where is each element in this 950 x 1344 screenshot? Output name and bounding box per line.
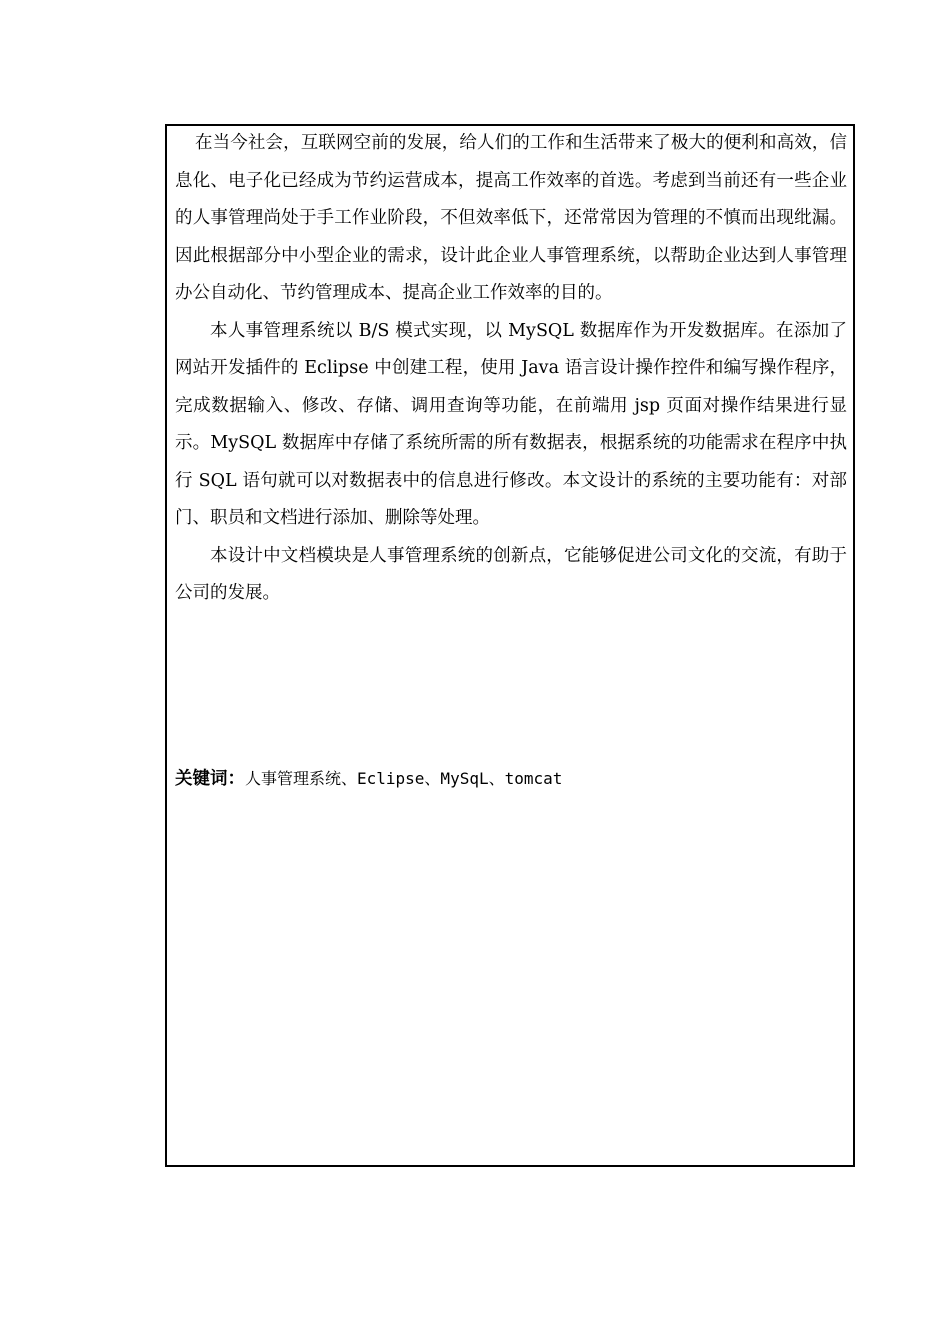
- keywords-line: [175, 765, 847, 793]
- abstract-paragraph-3: 本设计中文档模块是人事管理系统的创新点，它能够促进公司文化的交流，有助于公司的发展。: [175, 545, 847, 603]
- keywords-value: 人事管理系统、Eclipse、MySqL、tomcat: [245, 769, 563, 788]
- abstract-paragraph-1: 在当今社会，互联网空前的发展，给人们的工作和生活带来了极大的便利和高效，信息化、电子化已经成为节约运营成本，提高工作效率的首选。考虑到当前还有一些企业的人事管理尚处于手工作业阶段，不但效率低下，还常常因为管理的不慎而出现纰漏。因此根据部分中小型企业的需求，设计此企业人事管理系统，以帮助企业达到人事管理办公自动化、节约管理成本、提高企业工作效率的目的。: [175, 133, 847, 303]
- abstract-body: [175, 125, 847, 613]
- keywords-label: 关键词：: [175, 769, 245, 789]
- abstract-paragraph-2: 本人事管理系统以 B/S 模式实现，以 MySQL 数据库作为开发数据库。在添加了网站开发插件的 Eclipse 中创建工程，使用 Java 语言设计操作控件和编写操作程序，完成数据输入、修改、存储、调用查询等功能，在前端用 jsp 页面对操作结果进行显示。MySQL 数据库中存储了系统所需的所有数据表，根据系统的功能需求在程序中执行 SQL 语句就可以对数据表中的信息进行修改。本文设计的系统的主要功能有：对部门、职员和文档进行添加、删除等处理。: [175, 320, 847, 528]
